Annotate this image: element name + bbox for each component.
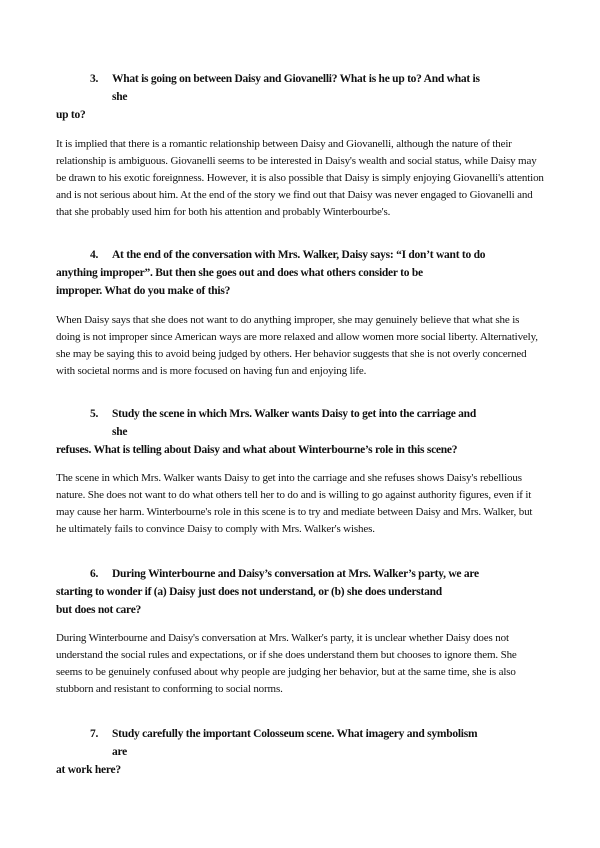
question-6-line-3: but does not care? [56, 604, 142, 616]
question-7-line-3: at work here? [56, 764, 121, 776]
question-4-line-2: anything improper”. But then she goes out and does what others consider to be [56, 267, 423, 279]
answer-4: When Daisy says that she does not want to do anything improper, she may genuinely believe that what she is doing is not improper since American ways are more relaxed and allow women more social liberty. Alternatively, she may be saying this to avoid being judged by others. Her behavior suggests that she is not overly concerned with societal norms and is more focused on having fun and enjoying life. [56, 314, 538, 377]
answer-6: During Winterbourne and Daisy's conversation at Mrs. Walker's party, it is unclear whether Daisy does not understand the social rules and expectations, or if she does understand them but chooses to ignore them. She seems to be genuinely confused about why people are judging her behavior, but at the same time, she is also stubborn and resistant to conforming to social norms. [56, 632, 517, 695]
question-5-heading [56, 405, 546, 459]
question-4-heading [56, 246, 546, 300]
question-7-line-2: are [112, 746, 128, 758]
answer-3: It is implied that there is a romantic relationship between Daisy and Giovanelli, although the nature of their relationship is ambiguous. Giovanelli seems to be interested in Daisy's wealth and social status, while Daisy may be drawn to his exotic foreignness. However, it is also possible that Daisy is simply enjoying Giovanelli's attention and is not serious about him. At the end of the story we find out that Daisy was never engaged to Giovanelli and that she probably used him for both his attention and probably Winterbourbe's. [56, 138, 544, 218]
question-7-number: 7. [90, 728, 99, 740]
question-6-number: 6. [90, 568, 99, 580]
question-7-heading [56, 725, 546, 779]
question-5-number: 5. [90, 408, 99, 420]
question-3-line-3: up to? [56, 109, 86, 121]
question-4-line-3: improper. What do you make of this? [56, 285, 231, 297]
question-7-line-1: 7. Study carefully the important Colosseum scene. What imagery and symbolism [56, 725, 546, 743]
question-3-number: 3. [90, 73, 99, 85]
question-4-line-1: 4. At the end of the conversation with Mrs. Walker, Daisy says: “I don’t want to do [56, 246, 546, 264]
answer-5: The scene in which Mrs. Walker wants Daisy to get into the carriage and she refuses shows Daisy's rebellious nature. She does not want to do what others tell her to do and is willing to go against authority figures, even if it may cause her harm. Winterbourne's role in this scene is to try and mediate between Daisy and Mrs. Walker, but he ultimately fails to convince Daisy to comply with Mrs. Walker's wishes. [56, 472, 533, 535]
question-3-line-1: 3. What is going on between Daisy and Giovanelli? What is he up to? And what is [56, 70, 546, 88]
question-5-line-3: refuses. What is telling about Daisy and what about Winterbourne’s role in this scene? [56, 444, 458, 456]
question-6-heading [56, 565, 546, 619]
question-5-line-1: 5. Study the scene in which Mrs. Walker wants Daisy to get into the carriage and [56, 405, 546, 423]
question-4-number: 4. [90, 249, 99, 261]
question-6-line-1: 6. During Winterbourne and Daisy’s conversation at Mrs. Walker’s party, we are [56, 565, 546, 583]
question-6-line-2: starting to wonder if (a) Daisy just does not understand, or (b) she does understand [56, 586, 442, 598]
question-5-line-2: she [112, 426, 128, 438]
question-3-heading [56, 70, 546, 124]
question-3-line-2: she [112, 91, 128, 103]
